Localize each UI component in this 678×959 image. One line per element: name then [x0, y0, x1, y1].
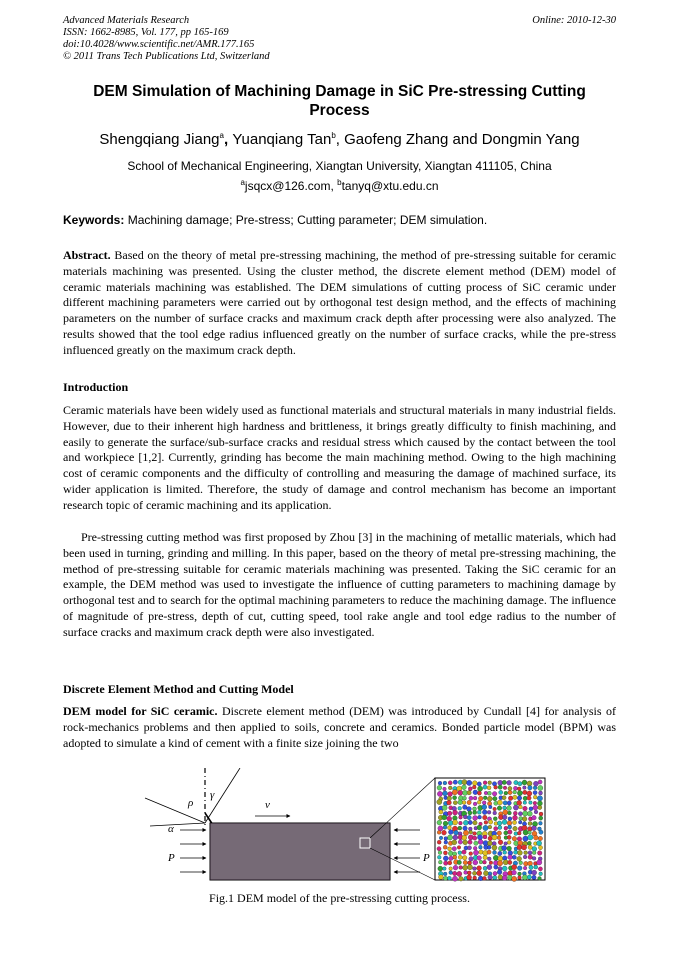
introduction-paragraph-2: Pre-stressing cutting method was first proposed by Zhou [3] in the machining of metallic materials, which had been used in turning, grinding and milling. In this paper, based on the theory of metal pre-stressing machining, the method of pre-stressing suitable for ceramic materials machining was presented. Taking the SiC ceramic for an example, the DEM method was used to investigate the influence of cutting parameters to machining damage by orthogonal test and to search for the optimal machining parameters to reduce the machining damage. The influence of magnitude of pre-stress, depth of cut, cutting speed, tool rake angle and tool edge radius to the number of surface cracks and maximum crack depth were also investigated. — [63, 530, 616, 639]
pressure-right-label: P — [423, 852, 430, 864]
email-2-sup: b — [337, 178, 342, 187]
copyright-line: © 2011 Trans Tech Publications Ltd, Switzerland — [63, 51, 270, 62]
tool-clearance-line — [150, 823, 205, 826]
introduction-paragraph-1: Ceramic materials have been widely used as functional materials and structural materials in many industrial fields. However, due to their inherent high hardness and brittleness, it brings greatly difficulty to finish machining, and easily to generate the surface/sub-surface cracks and residual stress which caused by the contact between the tool and workpiece [1,2]. Currently, grinding has become the main machining method. Owing to the high machining cost of ceramic components and the difficulty of controlling and measuring the damage of machined surface, its wider application is limited. Therefore, the study of damage and control mechanism has become an important research topic of ceramic machining and its application. — [63, 403, 616, 512]
abstract — [63, 248, 616, 359]
keywords-label: Keywords: — [63, 213, 125, 227]
email-2: tanyq@xtu.edu.cn — [341, 179, 439, 193]
issn-line: ISSN: 1662-8985, Vol. 177, pp 165-169 — [63, 27, 229, 38]
workpiece-particles — [210, 823, 390, 880]
dem-paragraph-text: Discrete element method (DEM) was introduced by Cundall [4] for analysis of rock-mechanics problems and then applied to soils, concrete and ceramics. Bonded particle model (BPM) was adopted to simulate a kind of cement with a finite size joining the two — [63, 704, 616, 750]
gamma-label: γ — [210, 789, 215, 801]
paper-title: DEM Simulation of Machining Damage in SiC Pre-stressing Cutting Process — [93, 83, 586, 119]
doi-line: doi:10.4028/www.scientific.net/AMR.177.165 — [63, 39, 255, 50]
rho-label: ρ — [188, 797, 194, 809]
author-rest: , Gaofeng Zhang and Dongmin Yang — [335, 131, 580, 148]
dem-model-figure — [140, 768, 560, 888]
online-date: Online: 2010-12-30 — [532, 15, 616, 26]
author-2: Yuanqiang Tan — [232, 131, 332, 148]
keywords — [63, 213, 616, 227]
affiliation: School of Mechanical Engineering, Xiangtan University, Xiangtan 411105, China — [127, 159, 552, 173]
dem-paragraph-1 — [63, 704, 616, 751]
dem-subheading: DEM model for SiC ceramic. — [63, 704, 218, 718]
abstract-label: Abstract. — [63, 248, 111, 262]
author-emails — [63, 178, 616, 193]
keywords-text: Machining damage; Pre-stress; Cutting parameter; DEM simulation. — [124, 213, 488, 227]
author-list: Shengqiang Jiang$^a$, Yuanqiang Tan$^b$, Gaofeng Zhang and Dongmin Yang — [99, 131, 580, 148]
email-1: jsqcx@126.com, — [244, 179, 338, 193]
author-2-sup: b — [331, 131, 336, 140]
figure-caption: Fig.1 DEM model of the pre-stressing cutting process. — [209, 891, 470, 905]
email-1-sup: a — [240, 178, 245, 187]
abstract-text: Based on the theory of metal pre-stressing machining, the method of pre-stressing suitable for ceramic materials machining was presented. Using the cluster method, the discrete element method (DEM) model of ceramic materials machining was established. The DEM simulations of cutting process of SiC ceramic under different machining parameters were carried out by orthogonal test design method, and the effects of machining parameters on the number of surface cracks and maximum crack depth after processing were also analyzed. The results showed that the tool edge radius influenced greatly on the number of surface cracks, while the pre-stress influenced greatly on the maximum crack depth. — [63, 248, 616, 357]
dem-section-heading: Discrete Element Method and Cutting Model — [63, 682, 294, 696]
zoom-connector-top — [370, 778, 435, 838]
alpha-label: α — [168, 823, 174, 835]
velocity-label: v — [265, 799, 270, 811]
introduction-heading: Introduction — [63, 380, 129, 394]
journal-name: Advanced Materials Research — [63, 15, 190, 26]
left-prestress-arrows — [180, 830, 206, 872]
author-1-sup: a — [219, 131, 224, 140]
tool-flank-face — [145, 798, 205, 823]
pressure-left-label: P — [168, 852, 175, 864]
journal-header — [63, 15, 616, 63]
right-prestress-arrows — [394, 830, 420, 872]
author-1: Shengqiang Jiang — [99, 131, 220, 148]
